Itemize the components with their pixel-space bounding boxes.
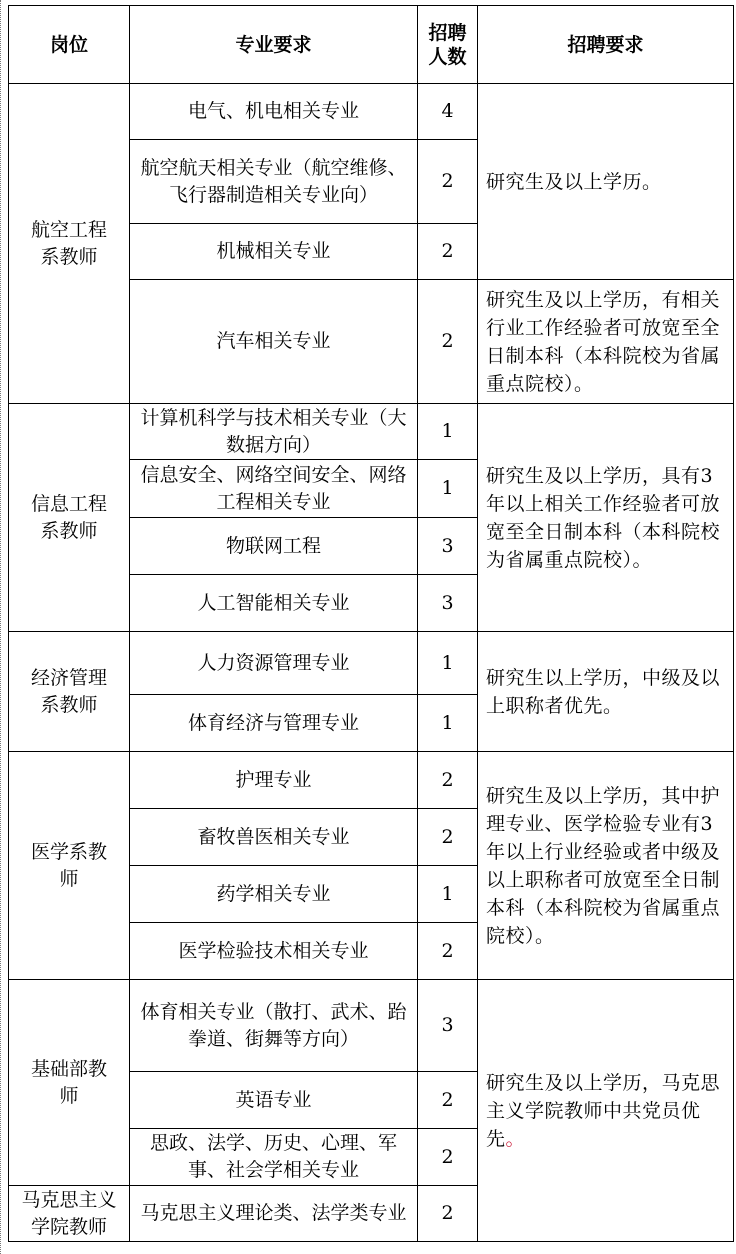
major-cell: 人工智能相关专业 [130,575,418,632]
count-cell: 2 [418,1072,478,1129]
major-cell: 机械相关专业 [130,224,418,280]
header-row [9,6,734,84]
major-cell: 人力资源管理专业 [130,632,418,695]
count-cell: 2 [418,923,478,980]
count-cell: 1 [418,404,478,460]
requirement-cell: 研究生及以上学历。 [478,84,734,280]
left-page-edge [0,0,7,1254]
requirement-end-mark: 。 [505,1127,526,1150]
position-cell: 马克思主义学院教师 [9,1186,130,1242]
major-cell: 药学相关专业 [130,866,418,923]
major-cell: 航空航天相关专业（航空维修、飞行器制造相关专业向） [130,140,418,224]
requirement-text: 研究生及以上学历，马克思主义学院教师中共党员优先 [486,1071,721,1150]
count-cell: 2 [418,1186,478,1242]
major-cell: 思政、法学、历史、心理、军事、社会学相关专业 [130,1129,418,1186]
count-cell: 2 [418,280,478,404]
position-cell: 医学系教师 [9,752,130,980]
count-cell: 2 [418,140,478,224]
major-cell: 汽车相关专业 [130,280,418,404]
recruitment-table [8,5,734,1242]
header-major: 专业要求 [130,6,418,84]
position-cell: 经济管理系教师 [9,632,130,752]
major-cell: 物联网工程 [130,518,418,575]
count-cell: 1 [418,695,478,752]
position-cell: 航空工程系教师 [9,84,130,404]
header-requirement: 招聘要求 [478,6,734,84]
major-cell: 体育经济与管理专业 [130,695,418,752]
major-cell: 畜牧兽医相关专业 [130,809,418,866]
count-cell: 1 [418,632,478,695]
count-cell: 3 [418,575,478,632]
requirement-cell: 研究生以上学历，中级及以上职称者优先。 [478,632,734,752]
position-cell: 信息工程系教师 [9,404,130,632]
count-cell: 1 [418,866,478,923]
major-cell: 电气、机电相关专业 [130,84,418,140]
major-cell: 医学检验技术相关专业 [130,923,418,980]
table-row [9,632,734,695]
major-cell: 马克思主义理论类、法学类专业 [130,1186,418,1242]
count-cell: 2 [418,224,478,280]
count-cell: 2 [418,1129,478,1186]
table-row [9,404,734,460]
count-cell: 3 [418,980,478,1072]
major-cell: 体育相关专业（散打、武术、跆拳道、街舞等方向） [130,980,418,1072]
header-position: 岗位 [9,6,130,84]
major-cell: 英语专业 [130,1072,418,1129]
table-row [9,752,734,809]
requirement-cell: 研究生及以上学历，有相关行业工作经验者可放宽至全日制本科（本科院校为省属重点院校）。 [478,280,734,404]
count-cell: 2 [418,809,478,866]
count-cell: 3 [418,518,478,575]
count-cell: 1 [418,460,478,518]
count-cell: 4 [418,84,478,140]
major-cell: 护理专业 [130,752,418,809]
table-row [9,84,734,140]
requirement-cell [478,980,734,1242]
requirement-cell: 研究生及以上学历，具有3年以上相关工作经验者可放宽至全日制本科（本科院校为省属重点院校）。 [478,404,734,632]
requirement-cell: 研究生及以上学历，其中护理专业、医学检验专业有3年以上行业经验或者中级及以上职称者可放宽至全日制本科（本科院校为省属重点院校）。 [478,752,734,980]
major-cell: 信息安全、网络空间安全、网络工程相关专业 [130,460,418,518]
position-cell: 基础部教师 [9,980,130,1186]
major-cell: 计算机科学与技术相关专业（大数据方向） [130,404,418,460]
header-count: 招聘人数 [418,6,478,84]
count-cell: 2 [418,752,478,809]
table-row [9,980,734,1072]
